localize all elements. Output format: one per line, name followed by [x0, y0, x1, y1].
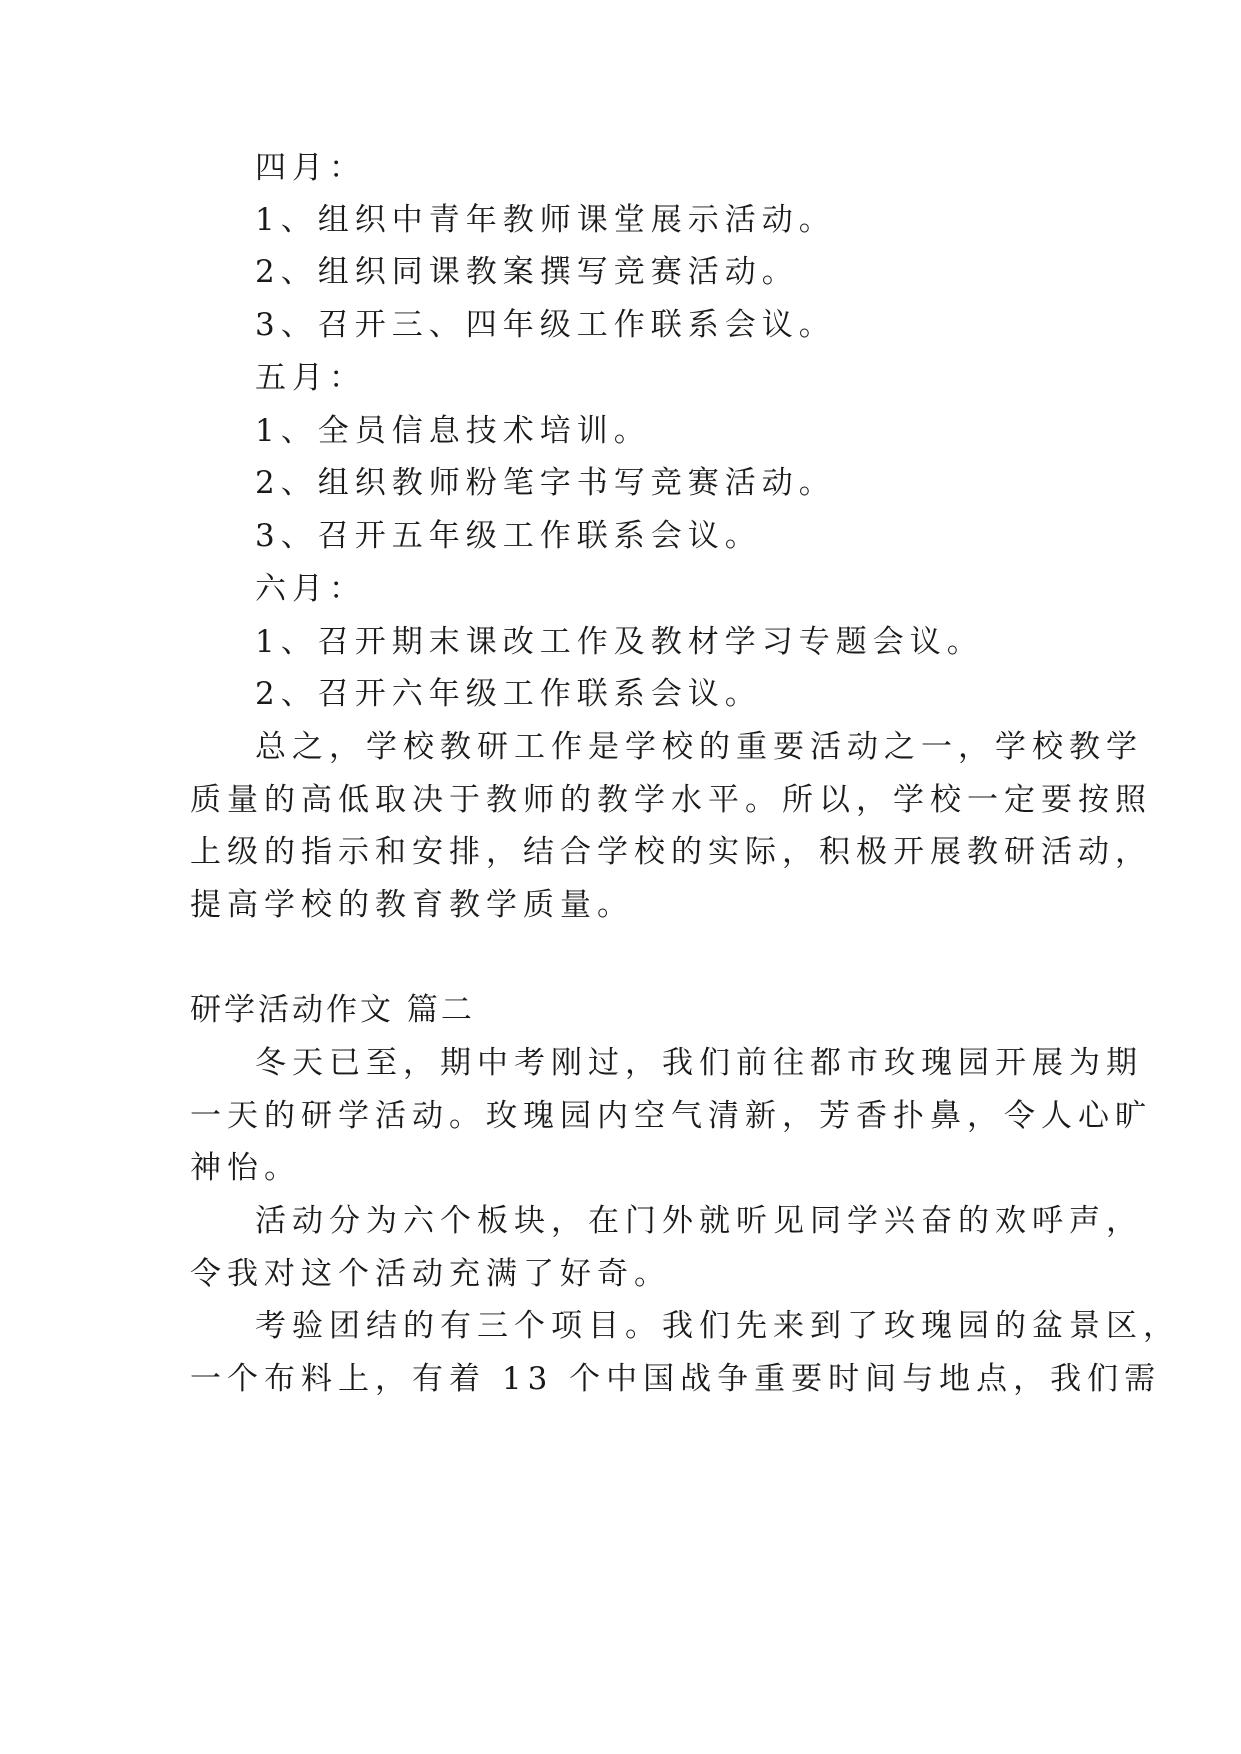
essay-title: 研学活动作文 篇二 [190, 992, 475, 1028]
april-heading: 四月： [255, 150, 366, 186]
may-item-2: 2、组织教师粉笔字书写竞赛活动。 [255, 465, 836, 501]
summary-line-2: 质量的高低取决于教师的教学水平。所以，学校一定要按照 [190, 782, 1152, 818]
may-item-3: 3、召开五年级工作联系会议。 [255, 518, 762, 554]
essay-p1-line-3: 神怡。 [190, 1150, 301, 1186]
essay-p3-line-2: 一个布料上，有着 13 个中国战争重要时间与地点，我们需 [190, 1361, 1162, 1397]
essay-p1-line-2: 一天的研学活动。玫瑰园内空气清新，芳香扑鼻，令人心旷 [190, 1098, 1152, 1134]
summary-line-4: 提高学校的教育教学质量。 [190, 887, 634, 923]
april-item-1: 1、组织中青年教师课堂展示活动。 [255, 202, 836, 238]
april-item-3: 3、召开三、四年级工作联系会议。 [255, 307, 836, 343]
may-heading: 五月： [255, 360, 366, 396]
essay-p2-line-2: 令我对这个活动充满了好奇。 [190, 1256, 671, 1292]
summary-line-1: 总之，学校教研工作是学校的重要活动之一，学校教学 [255, 729, 1143, 765]
essay-p3-line-1: 考验团结的有三个项目。我们先来到了玫瑰园的盆景区， [255, 1308, 1180, 1344]
june-item-2: 2、召开六年级工作联系会议。 [255, 676, 762, 712]
june-item-1: 1、召开期末课改工作及教材学习专题会议。 [255, 624, 984, 660]
summary-line-3: 上级的指示和安排，结合学校的实际，积极开展教研活动， [190, 834, 1152, 870]
june-heading: 六月： [255, 571, 366, 607]
essay-p1-line-1: 冬天已至，期中考刚过，我们前往都市玫瑰园开展为期 [255, 1045, 1143, 1081]
essay-p2-line-1: 活动分为六个板块，在门外就听见同学兴奋的欢呼声， [255, 1203, 1143, 1239]
april-item-2: 2、组织同课教案撰写竞赛活动。 [255, 254, 799, 290]
may-item-1: 1、全员信息技术培训。 [255, 413, 651, 449]
